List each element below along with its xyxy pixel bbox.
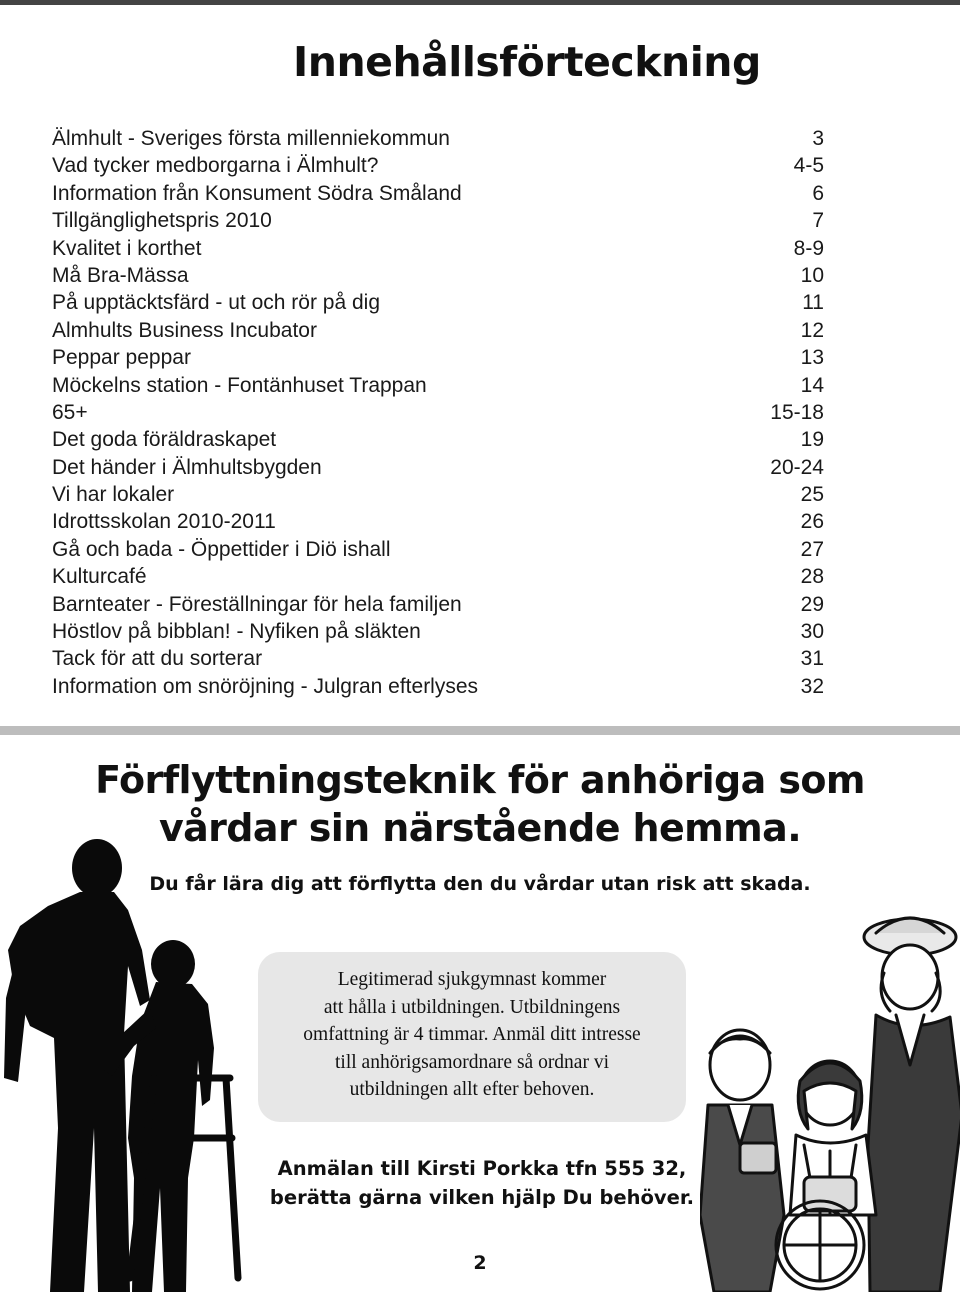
toc-entry-title: Kulturcafé — [52, 565, 147, 589]
signup-line-1: Anmälan till Kirsti Porkka tfn 555 32, — [277, 1157, 687, 1180]
info-box-line: utbildningen allt efter behoven. — [349, 1079, 595, 1100]
toc-entry — [52, 618, 824, 645]
toc-entry — [52, 673, 824, 700]
toc-entry-page: 8-9 — [793, 236, 824, 260]
toc-entry-page: 19 — [800, 428, 824, 452]
section-divider — [0, 726, 960, 735]
toc-entry-title: Älmhult - Sveriges första millenniekommun — [52, 127, 450, 150]
toc-entry — [52, 262, 824, 289]
toc-entry-page: 4-5 — [793, 154, 824, 178]
toc-entry-page: 30 — [800, 620, 824, 644]
toc-entry-page: 28 — [800, 565, 824, 589]
toc-entry — [52, 563, 824, 590]
toc-entry — [52, 645, 824, 672]
toc-entry-title: Almhults Business Incubator — [52, 318, 317, 342]
toc-entry-page: 15-18 — [770, 400, 824, 424]
toc-entry-title: Gå och bada - Öppettider i Diö ishall — [52, 537, 391, 561]
caregiver-silhouette-illustration — [0, 838, 260, 1292]
toc-entry — [52, 152, 824, 179]
toc-entry-page: 29 — [800, 592, 824, 616]
page-number: 2 — [473, 1252, 487, 1274]
info-box — [258, 952, 686, 1122]
toc-entry-title: Må Bra-Mässa — [52, 263, 189, 287]
ad-headline-line-1: Förflyttningsteknik för anhöriga som — [95, 758, 865, 802]
toc-entry-title: Tack för att du sorterar — [52, 647, 263, 671]
toc-entry-title: Information om snöröjning - Julgran efterlyses — [52, 674, 479, 698]
signup-text — [232, 1154, 732, 1212]
toc-entry-page: 11 — [802, 291, 824, 315]
toc-entry-title: Det händer i Älmhultsbygden — [52, 455, 322, 479]
toc-entry-title: På upptäcktsfärd - ut och rör på dig — [52, 291, 381, 315]
toc-entry-title: Det goda föräldraskapet — [52, 428, 277, 452]
info-box-line: omfattning är 4 timmar. Anmäl ditt intresse — [303, 1024, 641, 1045]
toc-entry-title: Vad tycker medborgarna i Älmhult? — [52, 154, 379, 178]
toc-entry — [52, 344, 824, 371]
toc-entry-page: 3 — [812, 127, 824, 150]
toc-entry-page: 12 — [800, 318, 824, 342]
toc-entry-title: Tillgänglighetspris 2010 — [52, 209, 272, 233]
toc-entry — [52, 508, 824, 535]
toc-entry-title: Vi har lokaler — [52, 483, 175, 507]
toc-entry-page: 26 — [800, 510, 824, 534]
toc-entry — [52, 235, 824, 262]
toc-entry-title: 65+ — [52, 400, 88, 424]
top-rule — [0, 0, 960, 5]
toc-title-text: Innehållsförteckning — [293, 38, 761, 86]
toc-entry-title: Höstlov på bibblan! - Nyfiken på släkten — [52, 620, 421, 644]
toc-entry-page: 32 — [800, 674, 824, 698]
toc-entry-page: 20-24 — [770, 455, 824, 479]
toc-entry — [52, 317, 824, 344]
ad-headline-line-2: vårdar sin närstående hemma. — [158, 806, 802, 850]
toc-entry — [52, 426, 824, 453]
toc-entry — [52, 180, 824, 207]
toc-entry-page: 31 — [800, 647, 824, 671]
ad-subheading: Du får lära dig att förflytta den du vårdar utan risk att skada. — [149, 873, 811, 895]
toc-entry-page: 25 — [800, 483, 824, 507]
toc-entry — [52, 399, 824, 426]
toc-entry-page: 14 — [800, 373, 824, 397]
toc-entry — [52, 454, 824, 481]
toc-entry-page: 27 — [800, 537, 824, 561]
toc-entry-title: Kvalitet i korthet — [52, 236, 202, 260]
family-illustration — [700, 915, 960, 1292]
toc-entry — [52, 591, 824, 618]
toc-entry-page: 13 — [800, 346, 824, 370]
toc-entry-title: Information från Konsument Södra Småland — [52, 181, 462, 205]
toc-entry-title: Idrottsskolan 2010-2011 — [52, 510, 276, 534]
toc-entry-page: 7 — [812, 209, 824, 233]
toc-entry — [52, 207, 824, 234]
toc-entry-title: Barnteater - Föreställningar för hela familjen — [52, 592, 462, 616]
info-box-line: till anhörigsamordnare så ordnar vi — [335, 1051, 609, 1073]
toc-entry-page: 6 — [812, 181, 824, 205]
toc-entry — [52, 289, 824, 316]
toc-entry — [52, 372, 824, 399]
toc-list — [52, 125, 824, 700]
toc-entry — [52, 536, 824, 563]
toc-entry-page: 10 — [800, 263, 824, 287]
info-box-line: att hålla i utbildningen. Utbildningens — [323, 996, 621, 1018]
toc-entry-title: Möckelns station - Fontänhuset Trappan — [52, 373, 427, 397]
signup-line-2: berätta gärna vilken hjälp Du behöver. — [269, 1186, 695, 1209]
info-box-line: Legitimerad sjukgymnast kommer — [337, 969, 607, 990]
toc-entry — [52, 125, 824, 152]
toc-entry — [52, 481, 824, 508]
toc-entry-title: Peppar peppar — [52, 346, 191, 370]
